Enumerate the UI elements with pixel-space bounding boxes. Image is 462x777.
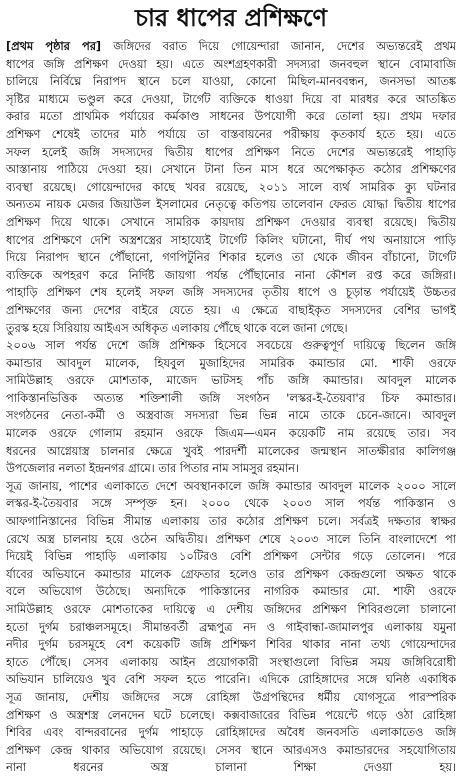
article-line: আস্তানায় পাঠিয়ে দেওয়া হয়। সেখানে টানা তিন মাস ধরে অপেক্ষাকৃত কঠোর প্রশিক্ষণের (6, 163, 456, 177)
article-line: ২০০৬ সাল পর্যন্ত দেশে জঙ্গি প্রশিক্ষক হিসেবে সবচেয়ে গুরুত্বপূর্ণ দায়িত্বে ছিলেন জঙ্গি (6, 339, 456, 353)
article-line: হাতে পৌঁছে। সেসব এলাকায় আইন প্রয়োগকারী সংস্থাগুলো বিভিন্ন সময় জঙ্গিবিরোধী (6, 655, 456, 669)
article-line: নদীর দুর্গম চরসমূহে বেশ কয়েকটি জঙ্গি প্রশিক্ষণ শিবির থাকার নানা তথ্য গোয়েন্দাদের (6, 638, 456, 652)
article-line: তুরস্ক হয়ে সিরিয়ায় আইএস অধিকৃত এলাকায় পৌঁছে থাকে বলে জানা গেছে। (6, 321, 348, 335)
article-line: ব্যক্তিকে অপহরণ করে নির্দিষ্ট জায়গা পর্যন্ত পৌঁছানোর নানা কৌশল রপ্ত করে জঙ্গিরা। (6, 268, 456, 282)
article-line: সফল হলেই জঙ্গি সদস্যদের দ্বিতীয় ধাপের প্রশিক্ষণ নিতে দেশের অভ্যন্তরেই পাহাড়ি (6, 145, 456, 159)
line-text: জঙ্গিদের বরাত দিয়ে গোয়েন্দারা জানান, দেশের অভ্যন্তরেই প্রথম (113, 40, 456, 53)
article-line: র্যাবের অভিযানে কমান্ডার মালেক গ্রেফতার হলেও তার প্রশিক্ষণ কেন্দ্রগুলো অক্ষত থাকে (6, 567, 456, 581)
article-line: নানা ধরনের অস্ত্র চালানা শিক্ষা দেওয়া হয়। (6, 761, 456, 775)
article-line: দিয়েই বিভিন্ন পাহাড়ি এলাকায় ১০টিরও বেশি প্রশিক্ষণ সেন্টার গড়ে তোলেন। পরে (6, 550, 456, 564)
article-line: রেখে অস্ত্র চালনায় হয়ে ওঠেন অদ্বিতীয়। প্রশিক্ষণ শেষে ২০০৩ সালে তিনি বাংলাদেশে পা (6, 532, 456, 546)
article-line: ধাপের জঙ্গি প্রশিক্ষণ দেওয়া হয়। এতে অংশগ্রহণকারী সদস্যরা জনবহুল স্থানে বোমাবাজি (6, 57, 456, 71)
article-line: সামিউল্লাহ ওরফে মোশতাকের দায়িত্বে এ দেশীয় জঙ্গিদের প্রশিক্ষণ শিবিরগুলো চালানো (6, 603, 456, 616)
article-body (6, 38, 456, 777)
article-line: সৃষ্টির মাধ্যমে ভণ্ডুল করে দেওয়া, টার্গেট ব্যক্তিকে ধাওয়া দিয়ে বা মারধর করে আতঙ্কিত (6, 92, 456, 106)
article-line: শিবির এবং বান্দরবানের দুর্গম পাহাড়ে রোহিঙ্গাদের অবৈধ জনবসতি এলাকাতেও জঙ্গি (6, 726, 456, 740)
article-line: চালিয়ে নির্বিঘ্নে নিরাপদ স্থানে চলে যাওয়া, কোনো মিছিল-মানববন্ধন, জনসভা আতঙ্ক (6, 75, 456, 89)
article-line: কমান্ডার আবদুল মালেক, হিযবুল মুজাহিদের সামরিক কমান্ডার মো. শাফী ওরফে (6, 356, 456, 370)
article-line: সামিউল্লাহ ওরফে মোশতাক, মাজেদ ভাটসহ পাঁচ জঙ্গি কমান্ডার। আবদুল মালেক (6, 374, 456, 388)
article-line: অভিযান চালিয়েও খুব বেশি সফল হতে পারেনি। এদিকে রোহিঙ্গাদের সঙ্গে ঘনিষ্ঠ একাধিক (6, 673, 456, 687)
article-line: দিয়ে নিরাপদ স্থানে পৌঁছানো, গণপিটুনির শিকার হলেও তা থেকে জীবন বাঁচানো, টার্গেট (6, 251, 456, 265)
article-line: পাহাড়ি প্রশিক্ষণ শেষ হলেই সফল জঙ্গি সদস্যদের তৃতীয় ধাপে ও চূড়ান্ত পর্যায়েই উচ্চতর (6, 286, 456, 300)
article-line: হতো দুর্গম চরাঞ্চলসমূহে। সীমান্তবর্তী ব্রহ্মপুত্র নদ ও গাইবান্ধা-জামালপুর এলাকায় যমুনা (6, 620, 456, 634)
article-line: লস্কর-ই-তৈয়বার সঙ্গে সম্পৃক্ত হন। ২০০০ থেকে ২০০৩ সাল পর্যন্ত পাকিস্তান ও (6, 497, 456, 511)
article-line: বলে অভিযোগ উঠেছে। অন্যদিকে পাকিস্তানের নাগরিক কমান্ডার মো. শাফী ওরফে (6, 585, 456, 599)
article-line (6, 38, 456, 56)
article-line: সূত্র জানায়, দেশীয় জঙ্গিদের সঙ্গে রোহিঙ্গা উগ্রপন্থিদের ধর্মীয় যোগসূত্রে পারস্পরিক (6, 690, 456, 704)
article-line: প্রশিক্ষণের জন্য দেশের বাইরে যেতে হয়। এ ক্ষেত্রে বাছাইকৃত সদস্যদের বেশির ভাগই (6, 303, 456, 317)
article-line: ধরনের আগ্নেয়াস্ত্র চালনার ক্ষেত্রে খুবই পারদর্শী মালেকের জন্মস্থান সাতক্ষীরার কালিগঞ্জ (6, 444, 456, 458)
article-line: প্রশিক্ষণ দিয়ে থাকে। সেখানে সামরিক কায়দায় প্রশিক্ষণ দেওয়ার ব্যবস্থা রয়েছে। দ্বিতীয় (6, 215, 456, 229)
article-line: সূত্র জানায়, পাশের এলাকাতে দেশে অবস্থানকালে জঙ্গি কমান্ডার আবদুল মালেক ২০০০ সালে (6, 479, 456, 493)
article-line: ধাপের প্রশিক্ষণে দেশি অস্ত্রশস্ত্রের সাহায্যেই টার্গেট কিলিং ঘটানো, দীর্ঘ পথ অনায়াসে পাড়ি (6, 233, 456, 247)
article-line: সংগঠনের নেতা-কর্মী ও অস্ত্রবাজ সদস্যরা ভিন্ন ভিন্ন নামে তাকে চেনে-জানে। আবদুল (6, 409, 456, 423)
article-line: আফগানিস্তানের বিভিন্ন সীমান্ত এলাকায় তার কঠোর প্রশিক্ষণ চলে। সর্বত্রই দক্ষতার স্বাক্ষর (6, 515, 456, 529)
lead-tag: [প্রথম পৃষ্ঠার পর] (6, 40, 114, 53)
article-line: প্রশিক্ষণ শেষেই তাদের মাঠ পর্যায়ে তা বাস্তবায়নের পরীক্ষায় কৃতকার্য হতে হয়। এতে (6, 127, 456, 141)
article-line: প্রশিক্ষণ কেন্দ্র থাকার অভিযোগ রয়েছে। সেসব স্থানে আরএসও কমান্ডারদের সহযোগিতায় (6, 743, 456, 757)
article-line: পাকিস্তানভিত্তিক অত্যন্ত শক্তিশালী জঙ্গি সংগঠন 'লস্কর-ই-তৈয়বা'র চিফ কমান্ডার। (6, 391, 456, 405)
article-line: অন্যতম নায়ক মেজর জিয়াউল ইসলামের নেতৃত্বে কতিপয় তালেবান ফেরত যোদ্ধা দ্বিতীয় ধাপের (6, 198, 456, 212)
article-line: মালেক ওরফে গোলাম রহমান ওরফে জিএম—এমন কয়েকটি নাম রয়েছে তার। সব (6, 427, 456, 441)
article-line: করার মতো প্রাথমিক পর্যায়ের কর্মকাণ্ড সাধনের উপযোগী করে তোলা হয়। প্রথম দফার (6, 110, 456, 124)
headline: চার ধাপের প্রশিক্ষণে (135, 3, 327, 32)
article-line: ব্যবস্থা রয়েছে। গোয়েন্দাদের কাছে খবর রয়েছে, ২০১১ সালে ব্যর্থ সামরিক ক্যু ঘটনার (6, 180, 456, 194)
article-line: উপজেলার নলতা ইন্দ্রনগর গ্রামে। তার পিতার নাম সামসুর রহমান। (6, 462, 299, 476)
article-line: প্রশিক্ষণ ও অস্ত্রশস্ত্র লেনদেন ঘটে চলেছে। কক্সবাজারের বিভিন্ন পয়েন্টে গড়ে ওঠা রোহিঙ্গা (6, 708, 456, 722)
